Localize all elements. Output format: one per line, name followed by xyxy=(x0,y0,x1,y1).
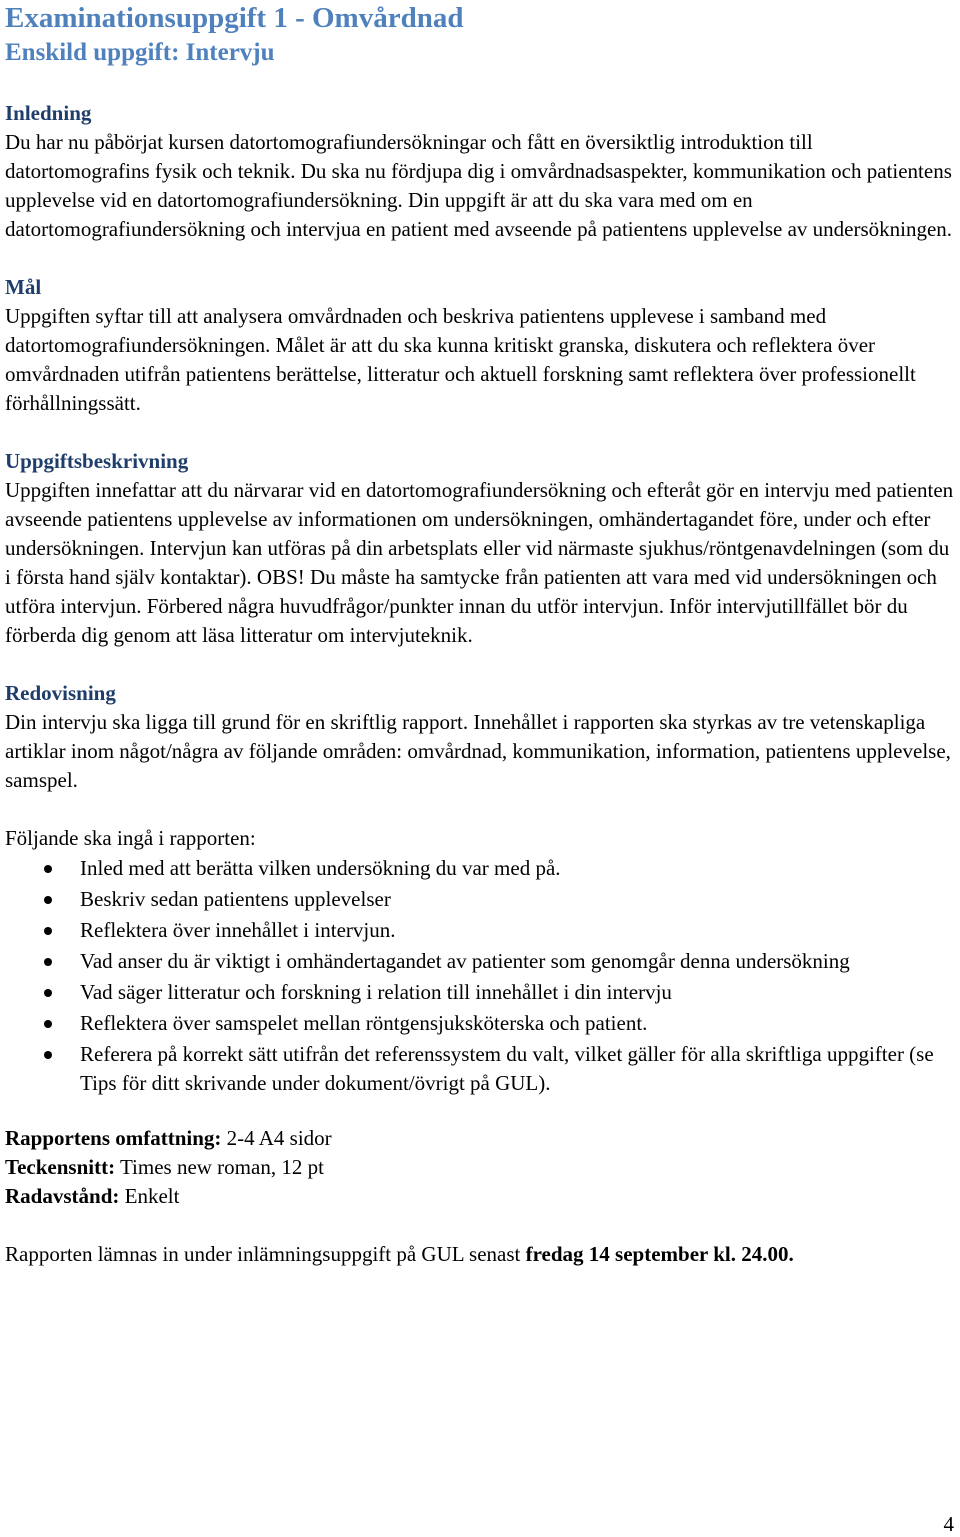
requirements-list xyxy=(5,854,957,1098)
list-item xyxy=(5,978,957,1007)
report-specs xyxy=(5,1124,957,1211)
paragraph-mal: Uppgiften syftar till att analysera omvårdnaden och beskriva patientens upplevese i samband med datortomografiundersökningen. Målet är att du ska kunna kritiskt granska, diskutera och reflektera över omvårdnaden utifrån patientens berättelse, litteratur och aktuell forskning samt reflektera över professionellt förhållningssätt. xyxy=(5,304,916,415)
list-item-text: Beskriv sedan patientens upplevelser xyxy=(80,887,391,911)
document-page xyxy=(5,0,957,1269)
list-item-text: Inled med att berätta vilken undersökning du var med på. xyxy=(80,856,561,880)
spec-label: Teckensnitt: xyxy=(5,1155,116,1179)
bullet-icon xyxy=(44,927,52,935)
bullet-icon xyxy=(44,1020,52,1028)
page-number: 4 xyxy=(943,1512,954,1536)
bullet-icon xyxy=(44,865,52,873)
list-item xyxy=(5,1009,957,1038)
bullet-icon xyxy=(44,958,52,966)
heading-uppgiftsbeskrivning: Uppgiftsbeskrivning xyxy=(5,449,189,473)
list-item-text: Reflektera över samspelet mellan röntgensjuksköterska och patient. xyxy=(80,1011,648,1035)
list-intro: Följande ska ingå i rapporten: xyxy=(5,826,256,850)
section-redovisning xyxy=(5,679,957,1098)
bullet-icon xyxy=(44,989,52,997)
list-item xyxy=(5,947,957,976)
document-title: Examinationsuppgift 1 - Omvårdnad xyxy=(5,2,464,34)
list-item-text: Vad säger litteratur och forskning i relation till innehållet i din intervju xyxy=(80,980,672,1004)
list-item xyxy=(5,916,957,945)
list-item xyxy=(5,854,957,883)
list-item xyxy=(5,1040,957,1098)
list-item-text: Vad anser du är viktigt i omhändertagandet av patienter som genomgår denna undersökning xyxy=(80,949,850,973)
spec-teckensnitt xyxy=(5,1153,957,1182)
spec-value: 2-4 A4 sidor xyxy=(221,1126,332,1150)
document-subtitle: Enskild uppgift: Intervju xyxy=(5,39,275,66)
heading-inledning: Inledning xyxy=(5,101,92,125)
section-inledning xyxy=(5,99,957,244)
section-mal xyxy=(5,273,957,418)
list-item xyxy=(5,885,957,914)
submission-text: Rapporten lämnas in under inlämningsuppgift på GUL senast xyxy=(5,1242,526,1266)
spec-value: Times new roman, 12 pt xyxy=(115,1155,324,1179)
section-uppgiftsbeskrivning xyxy=(5,447,957,650)
spec-omfattning xyxy=(5,1124,957,1153)
paragraph-uppgiftsbeskrivning: Uppgiften innefattar att du närvarar vid en datortomografiundersökning och efteråt gör en intervju med patienten avseende patientens upplevelse av informationen om undersökningen, omhändertagandet före, under och efter undersökningen. Intervjun kan utföras på din arbetsplats eller vid närmaste sjukhus/röntgenavdelningen (som du i första hand själv kontaktar). OBS! Du måste ha samtycke från patienten att vara med vid undersökningen och utföra intervjun. Förbered några huvudfrågor/punkter innan du utför intervjun. Inför intervjutillfället bör du förberda dig genom att läsa litteratur om intervjuteknik. xyxy=(5,478,954,647)
spec-value: Enkelt xyxy=(119,1184,180,1208)
spec-radavstand xyxy=(5,1182,957,1211)
list-item-text: Referera på korrekt sätt utifrån det referenssystem du valt, vilket gäller för alla skriftliga uppgifter (se Tips för ditt skrivande under dokument/övrigt på GUL). xyxy=(80,1042,934,1095)
spec-label: Radavstånd: xyxy=(5,1184,120,1208)
bullet-icon xyxy=(44,1051,52,1059)
paragraph-redovisning: Din intervju ska ligga till grund för en skriftlig rapport. Innehållet i rapporten ska styrkas av tre vetenskapliga artiklar inom något/några av följande områden: omvårdnad, kommunikation, information, patientens upplevelse, samspel. xyxy=(5,710,951,792)
spec-label: Rapportens omfattning: xyxy=(5,1126,222,1150)
heading-redovisning: Redovisning xyxy=(5,681,116,705)
bullet-icon xyxy=(44,896,52,904)
heading-mal: Mål xyxy=(5,275,42,299)
submission-note xyxy=(5,1240,957,1269)
submission-deadline: fredag 14 september kl. 24.00. xyxy=(525,1242,794,1266)
paragraph-inledning: Du har nu påbörjat kursen datortomografiundersökningar och fått en översiktlig introduktion till datortomografins fysik och teknik. Du ska nu fördjupa dig i omvårdnadsaspekter, kommunikation och patientens upplevelse vid en datortomografiundersökning. Din uppgift är att du ska vara med om en datortomografiundersökning och intervjua en patient med avseende på patientens upplevelse av undersökningen. xyxy=(5,130,953,241)
list-item-text: Reflektera över innehållet i intervjun. xyxy=(80,918,396,942)
